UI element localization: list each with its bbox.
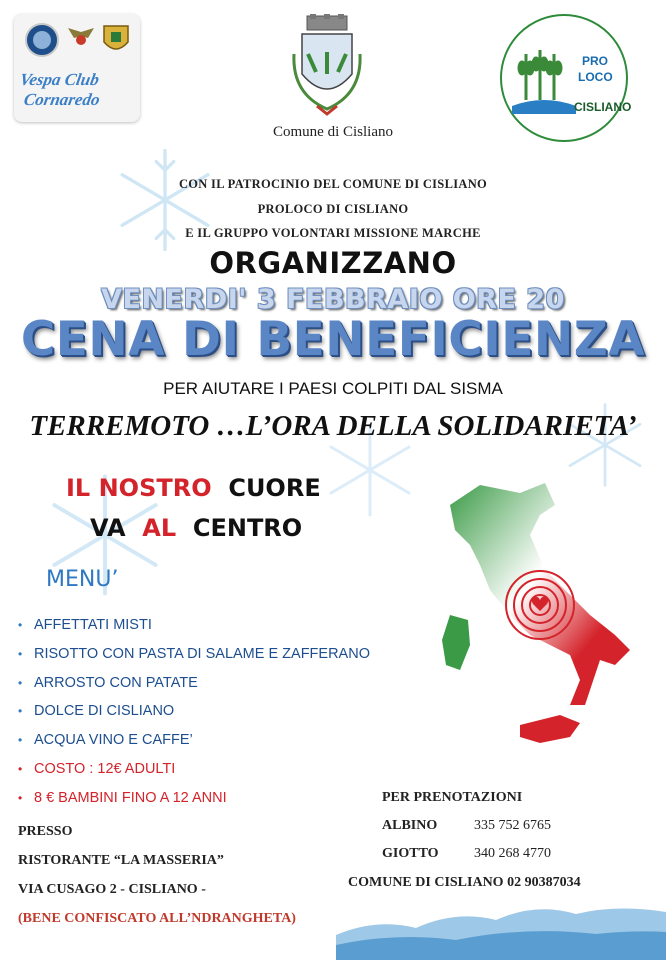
proloco-text-pro: PRO xyxy=(582,54,609,68)
slogan-red: IL NOSTRO xyxy=(66,474,212,502)
vespa-badge-icon xyxy=(24,22,60,58)
comune-label: Comune di Cisliano xyxy=(273,124,393,140)
venue-name: RISTORANTE “LA MASSERIA” xyxy=(18,853,224,868)
contact-phone: 340 268 4770 xyxy=(474,846,551,861)
bookings-title: PER PRENOTAZIONI xyxy=(382,790,523,805)
wheat-icon xyxy=(512,44,576,114)
slogan-black: VA xyxy=(90,514,126,542)
sponsor-line: CON IL PATROCINIO DEL COMUNE DI CISLIANO xyxy=(178,177,488,191)
menu-item: • DOLCE DI CISLIANO xyxy=(18,703,175,719)
venue-address: VIA CUSAGO 2 - CISLIANO - xyxy=(18,882,206,897)
slogan-black: CUORE xyxy=(228,474,321,502)
contact-name: ALBINO xyxy=(382,818,438,833)
proloco-logo xyxy=(500,14,632,142)
comune-crest-icon xyxy=(282,14,372,124)
contact-name: GIOTTO xyxy=(382,846,439,861)
cornaredo-crest-icon xyxy=(102,22,130,56)
comune-phone: COMUNE DI CISLIANO 02 90387034 xyxy=(348,875,581,890)
price-item: • COSTO : 12€ ADULTI xyxy=(18,761,176,777)
venue-note: (BENE CONFISCATO ALL’NDRANGHETA) xyxy=(18,911,296,926)
menu-title: MENU’ xyxy=(46,567,119,592)
proloco-text-loco: LOCO xyxy=(578,70,613,84)
contact-phone: 335 752 6765 xyxy=(474,818,551,833)
bullet-icon: • xyxy=(18,618,23,632)
menu-item: • AFFETTATI MISTI xyxy=(18,617,152,633)
bullet-icon: • xyxy=(18,704,23,718)
menu-item: • RISOTTO CON PASTA DI SALAME E ZAFFERANO xyxy=(18,646,370,662)
sponsor-line: E IL GRUPPO VOLONTARI MISSIONE MARCHE xyxy=(185,226,481,240)
bullet-icon: • xyxy=(18,733,23,747)
event-subtitle: PER AIUTARE I PAESI COLPITI DAL SISMA xyxy=(163,379,503,398)
venue-presso: PRESSO xyxy=(18,824,73,839)
proloco-text-cisliano: CISLIANO xyxy=(574,100,632,114)
vespa-club-text: Vespa Club xyxy=(18,70,101,89)
bullet-icon: • xyxy=(18,762,23,776)
slogan-black: CENTRO xyxy=(192,514,303,542)
menu-item: • ARROSTO CON PATATE xyxy=(18,675,198,691)
organizzano-heading: ORGANIZZANO xyxy=(209,246,457,280)
bullet-icon: • xyxy=(18,647,23,661)
italy-map-icon xyxy=(380,475,650,775)
bullet-icon: • xyxy=(18,791,23,805)
wings-icon xyxy=(66,26,96,52)
event-title: CENA DI BENEFICIENZA xyxy=(20,312,646,367)
slogan-line-2 xyxy=(90,514,302,542)
event-motto: TERREMOTO …L’ORA DELLA SOLIDARIETA’ xyxy=(29,410,637,442)
vespa-club-logo xyxy=(14,14,140,122)
price-item: • 8 € BAMBINI FINO A 12 ANNI xyxy=(18,790,227,806)
menu-item: • ACQUA VINO E CAFFE’ xyxy=(18,732,193,748)
mountains-icon xyxy=(336,890,666,960)
slogan-red: AL xyxy=(142,514,177,542)
bullet-icon: • xyxy=(18,676,23,690)
event-date: VENERDI' 3 FEBBRAIO ORE 20 xyxy=(101,284,565,315)
slogan-line-1 xyxy=(66,474,321,502)
sponsor-line: PROLOCO DI CISLIANO xyxy=(257,202,409,216)
cornaredo-text: Cornaredo xyxy=(22,90,102,109)
